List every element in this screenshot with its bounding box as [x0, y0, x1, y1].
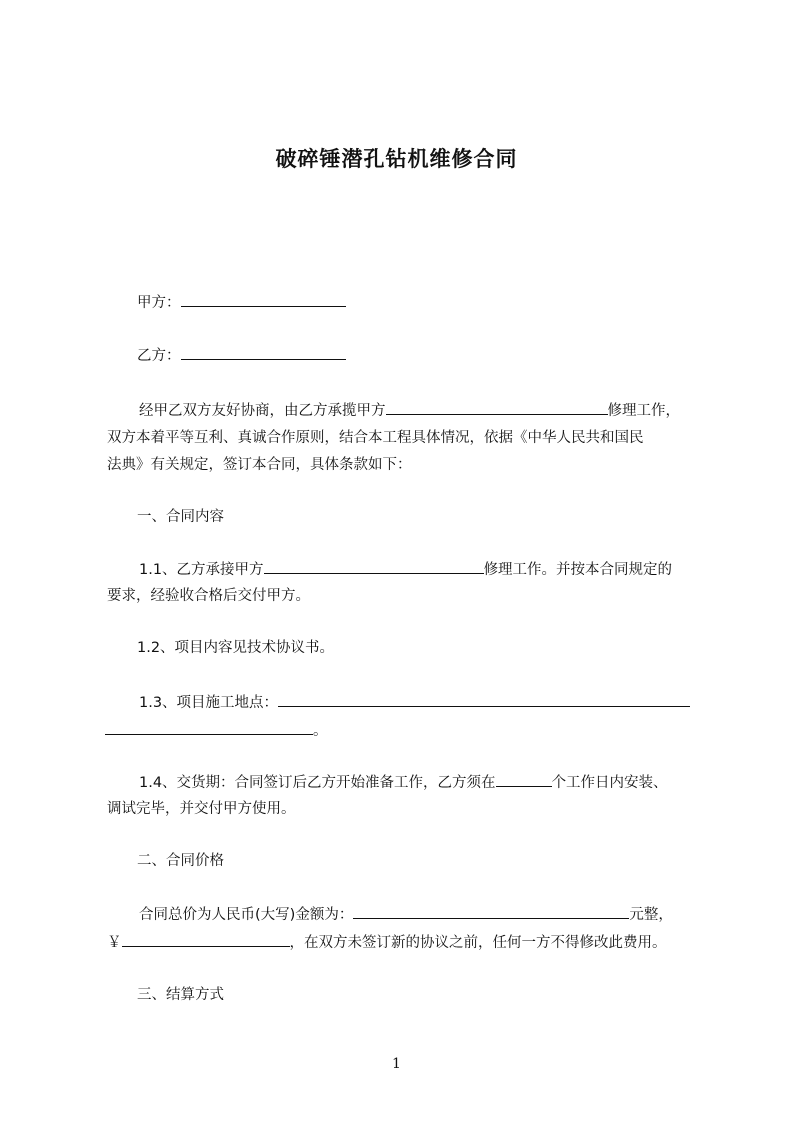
clause-1-3-text: 1.3、项目施工地点：: [139, 695, 279, 711]
intro-text: 经甲乙双方友好协商，由乙方承揽甲方: [139, 403, 386, 419]
intro-line-1: [139, 400, 680, 421]
price-text: 合同总价为人民币(大写)金额为：: [139, 907, 354, 923]
party-b-label: 乙方：: [137, 348, 181, 364]
clause-1-1-line-2: 要求，经验收合格后交付甲方。: [107, 588, 310, 604]
clause-1-1-text-end: 修理工作。并按本合同规定的: [483, 562, 673, 578]
clause-1-3-line-1: [139, 692, 690, 713]
clause-1-4-text-end: 个工作日内安装、: [551, 775, 668, 791]
intro-blank[interactable]: [386, 400, 608, 415]
price-line-1: [139, 904, 673, 925]
price-text-end: 元整，: [629, 907, 673, 923]
clause-1-3-line-2: [105, 720, 328, 741]
document-title: 破碎锤潜孔钻机维修合同: [275, 147, 518, 171]
clause-1-1-line-1: [139, 559, 672, 580]
clause-1-3-end: 。: [313, 723, 328, 739]
clause-1-3-blank-2[interactable]: [105, 720, 313, 735]
clause-1-4-line-1: [139, 772, 668, 793]
section-2-heading: 二、合同价格: [137, 853, 224, 869]
section-3-heading: 三、结算方式: [137, 987, 224, 1003]
intro-text-end: 修理工作，: [607, 403, 680, 419]
yuan-symbol: ￥: [107, 935, 122, 951]
party-a-label: 甲方：: [137, 295, 181, 311]
clause-1-1-blank[interactable]: [264, 559, 484, 574]
party-b-blank[interactable]: [181, 345, 346, 360]
clause-1-3-blank[interactable]: [278, 692, 690, 707]
clause-1-4-text: 1.4、交货期：合同签订后乙方开始准备工作，乙方须在: [139, 775, 496, 791]
page-number: 1: [392, 1056, 401, 1072]
clause-1-2: 1.2、项目内容见技术协议书。: [137, 640, 335, 656]
party-b-line: [137, 345, 346, 366]
intro-line-3: 法典》有关规定，签订本合同，具体条款如下：: [107, 457, 412, 473]
party-a-blank[interactable]: [181, 292, 346, 307]
price-text-2: ，在双方未签订新的协议之前，任何一方不得修改此费用。: [289, 935, 667, 951]
price-line-2: [107, 932, 667, 953]
clause-1-1-text: 1.1、乙方承接甲方: [139, 562, 264, 578]
clause-1-4-blank[interactable]: [496, 772, 552, 787]
price-amount-blank[interactable]: [122, 932, 290, 947]
price-words-blank[interactable]: [353, 904, 629, 919]
section-1-heading: 一、合同内容: [137, 509, 224, 525]
party-a-line: [137, 292, 346, 313]
clause-1-4-line-2: 调试完毕，并交付甲方使用。: [107, 801, 296, 817]
intro-line-2: 双方本着平等互利、真诚合作原则，结合本工程具体情况，依据《中华人民共和国民: [107, 430, 644, 446]
